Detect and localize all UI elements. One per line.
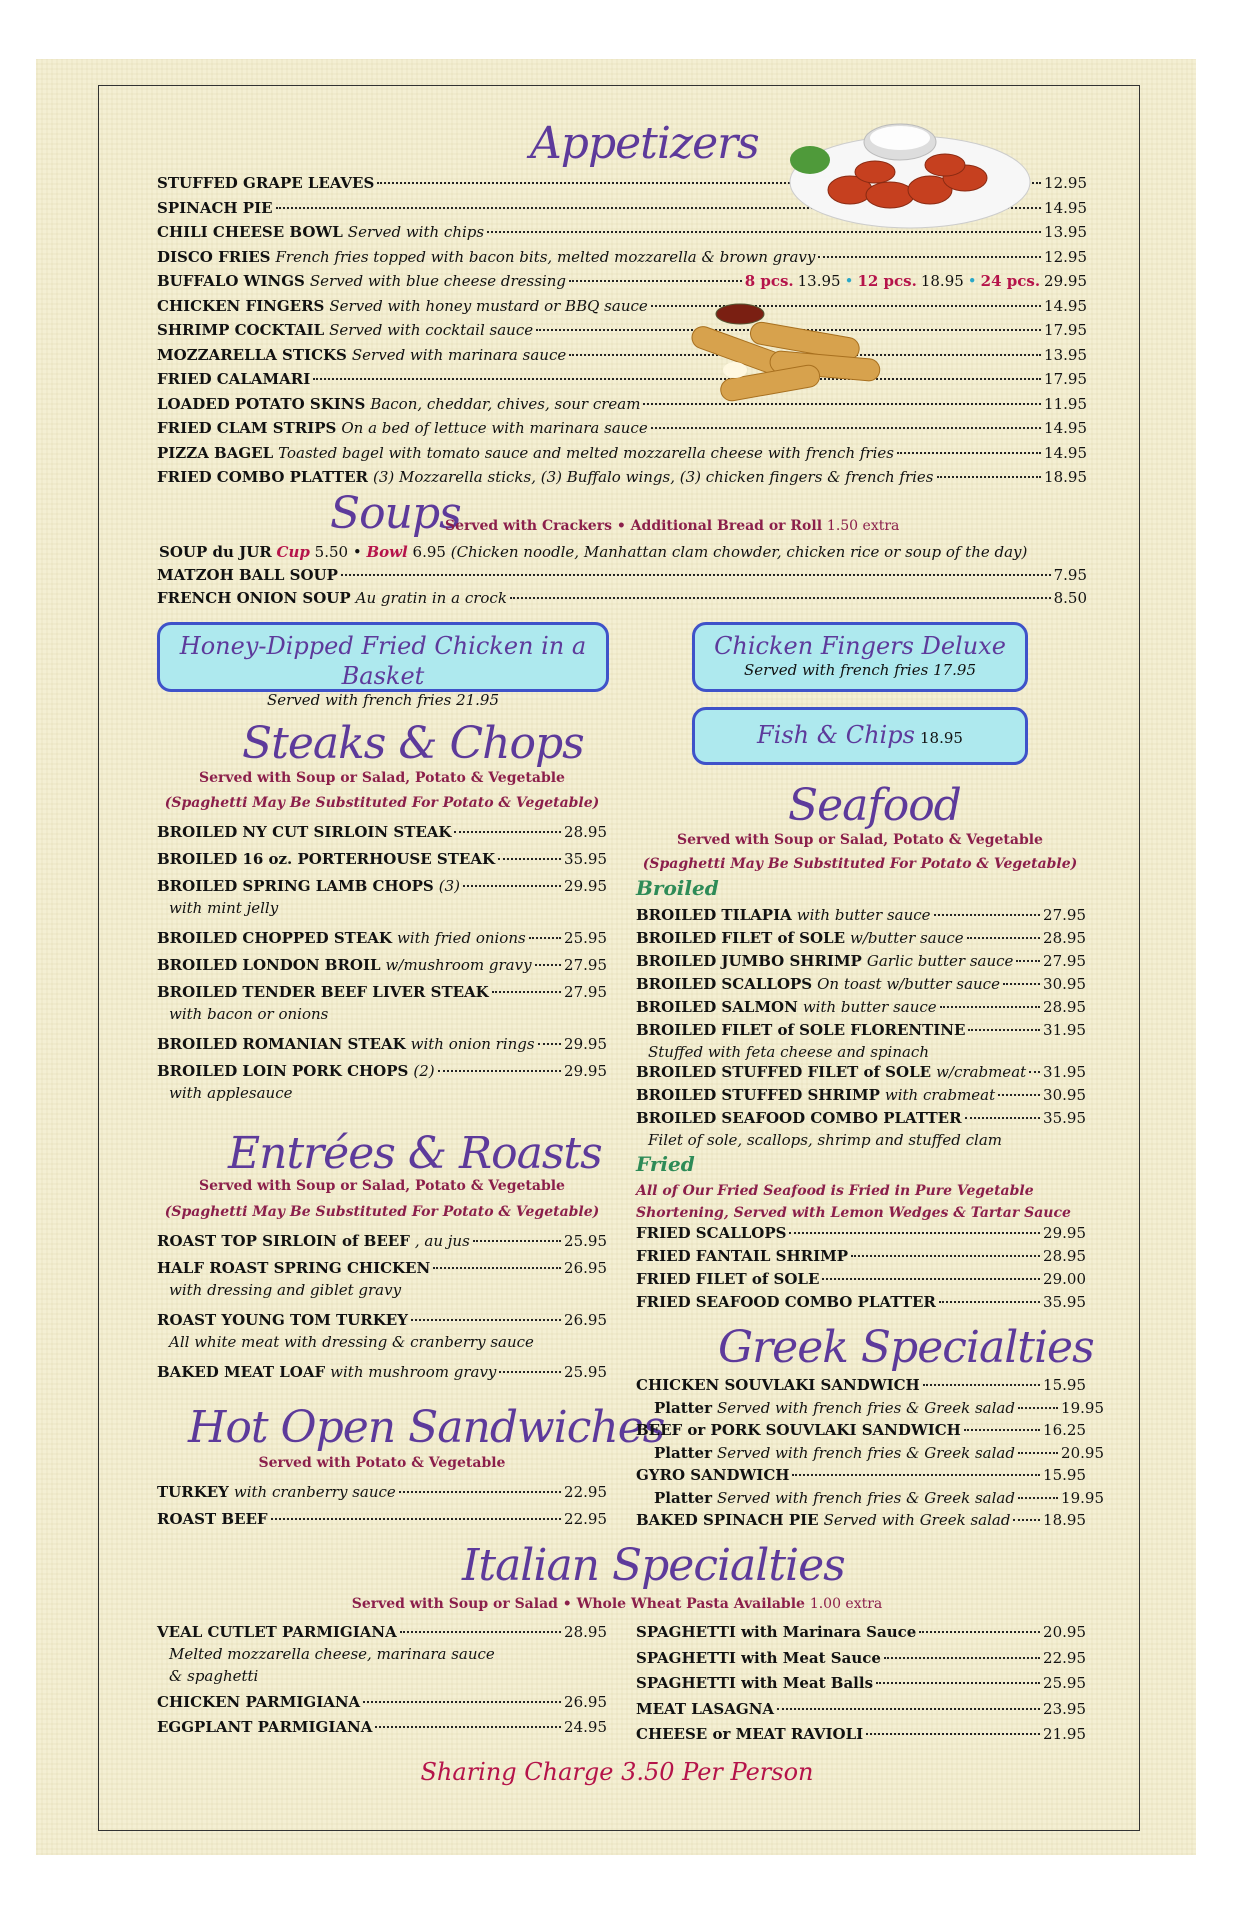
leader-dots — [897, 452, 1041, 454]
item-price: 29.95 — [564, 1035, 607, 1053]
leader-dots — [375, 1726, 561, 1728]
item-name: BROILED NY CUT SIRLOIN STEAK — [157, 823, 452, 841]
appetizers-title: Appetizers — [530, 118, 759, 169]
menu-item — [157, 876, 607, 896]
item-price: 35.95 — [1043, 1293, 1086, 1311]
item-price: 30.95 — [1043, 1086, 1086, 1104]
item-description: French fries topped with bacon bits, melted mozzarella & brown gravy — [275, 247, 816, 266]
leader-dots — [492, 991, 561, 993]
item-description: Served with cocktail sauce — [329, 321, 534, 339]
item-description: Served with marinara sauce — [351, 345, 567, 364]
item-name: STUFFED GRAPE LEAVES — [157, 174, 375, 192]
leader-dots — [818, 256, 1041, 258]
item-name: FRIED SCALLOPS — [636, 1224, 787, 1242]
steaks-sub2: (Spaghetti May Be Substituted For Potato & Vegetable) — [164, 795, 600, 811]
sandwiches-title: Hot Open Sandwiches — [188, 1402, 665, 1453]
item-price: 31.95 — [1043, 1021, 1086, 1039]
menu-item — [157, 1509, 607, 1529]
item-name: BROILED STUFFED SHRIMP — [636, 1086, 880, 1104]
menu-item — [636, 1108, 1086, 1128]
item-price: 14.95 — [1044, 198, 1087, 217]
item-description: with fried onions — [396, 929, 526, 947]
mozzarella-sticks-image — [680, 300, 910, 410]
item-price: 28.95 — [564, 823, 607, 841]
menu-item — [157, 588, 1087, 608]
item-note: with mint jelly — [169, 899, 279, 917]
leader-dots — [535, 964, 561, 966]
item-price: 22.95 — [564, 1510, 607, 1528]
fish-chips-line: Fish & Chips 18.95 — [757, 721, 963, 749]
item-price: 26.95 — [564, 1311, 607, 1329]
item-description: Served with chips — [347, 223, 485, 241]
item-price: 35.95 — [1043, 1109, 1086, 1127]
menu-item — [636, 1510, 1086, 1530]
menu-item — [636, 1085, 1086, 1105]
leader-dots — [399, 1491, 561, 1493]
menu-item — [157, 1258, 607, 1278]
menu-item — [157, 443, 1087, 463]
item-description: Served with french fries & Greek salad — [717, 1398, 1015, 1417]
menu-item — [157, 1717, 607, 1737]
item-price: 22.95 — [1043, 1648, 1086, 1667]
item-description: w/crabmeat — [936, 1063, 1027, 1081]
item-name: FRIED COMBO PLATTER — [157, 468, 368, 486]
menu-item — [636, 1020, 1086, 1040]
item-description: Served with blue cheese dressing — [309, 272, 566, 290]
fried-label: Fried — [636, 1152, 695, 1176]
item-name: VEAL CUTLET PARMIGIANA — [157, 1623, 397, 1641]
item-name: TURKEY — [157, 1483, 229, 1501]
item-name: FRENCH ONION SOUP — [157, 588, 351, 607]
item-note: All white meat with dressing & cranberry sauce — [169, 1333, 534, 1351]
menu-item — [157, 928, 607, 948]
item-price: 21.95 — [1043, 1725, 1086, 1743]
item-price: 12.95 — [1044, 174, 1087, 192]
leader-dots — [363, 1701, 561, 1703]
menu-item — [636, 1269, 1086, 1289]
item-note: with applesauce — [169, 1084, 293, 1102]
fried-note: All of Our Fried Seafood is Fried in Pure Vegetable Shortening, Served with Lemon Wedges & Tartar Sauce — [636, 1183, 1071, 1221]
leader-dots — [998, 1094, 1040, 1096]
leader-dots — [934, 914, 1040, 916]
wings-pcs8: 8 pcs. — [744, 272, 794, 290]
menu-item — [636, 1246, 1086, 1266]
leader-dots — [968, 1029, 1040, 1031]
item-name: FRIED FILET of SOLE — [636, 1270, 820, 1288]
honey-chicken-sub: Served with french fries 21.95 — [266, 691, 500, 709]
menu-item — [157, 467, 1087, 487]
item-price: 14.95 — [1044, 419, 1087, 437]
item-price: 20.95 — [1061, 1443, 1104, 1462]
item-description: Bacon, cheddar, chives, sour cream — [370, 394, 641, 413]
menu-item — [157, 1482, 607, 1502]
chicken-fingers-box — [692, 622, 1028, 692]
sandwiches-sub1: Served with Potato & Vegetable — [258, 1455, 506, 1471]
item-price: 20.95 — [1043, 1623, 1086, 1641]
menu-item — [636, 1223, 1086, 1243]
item-name: BROILED SEAFOOD COMBO PLATTER — [636, 1109, 962, 1127]
leader-dots — [411, 1319, 561, 1321]
leader-dots — [498, 858, 561, 860]
fish-chips-box — [692, 707, 1028, 765]
item-name: FRIED FANTAIL SHRIMP — [636, 1247, 849, 1265]
item-name: SPINACH PIE — [157, 198, 273, 217]
item-name: ROAST BEEF — [157, 1510, 268, 1528]
item-note: with dressing and giblet gravy — [169, 1281, 402, 1299]
item-price: 18.95 — [1043, 1511, 1086, 1529]
item-price: 25.95 — [1043, 1674, 1086, 1692]
leader-dots — [1016, 960, 1040, 962]
menu-item — [636, 1062, 1086, 1082]
item-description: w/mushroom gravy — [385, 956, 532, 974]
item-price: 35.95 — [564, 850, 607, 868]
leader-dots — [499, 1371, 561, 1373]
item-name: BAKED SPINACH PIE — [636, 1511, 819, 1529]
item-price: 22.95 — [564, 1483, 607, 1501]
item-price: 28.95 — [1043, 998, 1086, 1016]
item-price: 28.95 — [1043, 1247, 1086, 1265]
item-description: , au jus — [414, 1232, 470, 1250]
item-price: 27.95 — [564, 983, 607, 1001]
item-price: 29.95 — [564, 1062, 607, 1080]
menu-item — [636, 997, 1086, 1017]
menu-item — [636, 1292, 1086, 1312]
item-description: Toasted bagel with tomato sauce and melted mozzarella cheese with french fries — [278, 443, 894, 462]
wings-p8: 13.95 — [797, 272, 841, 290]
menu-item — [157, 1692, 607, 1712]
item-name: MEAT LASAGNA — [636, 1699, 775, 1718]
menu-item — [636, 1398, 1104, 1418]
leader-dots — [967, 937, 1040, 939]
item-name: GYRO SANDWICH — [636, 1466, 790, 1484]
leader-dots — [529, 937, 561, 939]
item-description: On toast w/butter sauce — [817, 975, 1000, 993]
item-name: BUFFALO WINGS — [157, 272, 305, 290]
item-name: BROILED FILET of SOLE FLORENTINE — [636, 1021, 966, 1039]
item-price: 28.95 — [1043, 929, 1086, 947]
leader-dots — [792, 1474, 1040, 1476]
item-name: BROILED STUFFED FILET of SOLE — [636, 1063, 932, 1081]
leader-dots — [1018, 1497, 1058, 1499]
leader-dots — [777, 1708, 1040, 1710]
leader-dots — [851, 1255, 1040, 1257]
item-price: 26.95 — [564, 1692, 607, 1711]
greek-title: Greek Specialties — [718, 1322, 1094, 1373]
entrees-sub1: Served with Soup or Salad, Potato & Vegetable — [199, 1178, 565, 1194]
sharing-charge: Sharing Charge 3.50 Per Person — [420, 1758, 814, 1786]
item-name: FRIED CALAMARI — [157, 370, 311, 388]
item-description: Served with Greek salad — [823, 1511, 1011, 1529]
leader-dots — [454, 831, 561, 833]
leader-dots — [939, 1301, 1040, 1303]
item-description: On a bed of lettuce with marinara sauce — [341, 419, 648, 437]
item-price: 7.95 — [1053, 566, 1087, 584]
item-name: SPAGHETTI with Meat Balls — [636, 1674, 874, 1692]
item-price: 14.95 — [1044, 296, 1087, 315]
leader-dots — [433, 1267, 561, 1269]
item-name: BROILED LOIN PORK CHOPS — [157, 1062, 409, 1080]
menu-item — [636, 1465, 1086, 1485]
item-name: SPAGHETTI with Meat Sauce — [636, 1648, 881, 1667]
leader-dots — [271, 1518, 561, 1520]
menu-item — [157, 1034, 607, 1054]
item-name: PIZZA BAGEL — [157, 443, 274, 462]
item-name: DISCO FRIES — [157, 247, 271, 266]
menu-item — [636, 1724, 1086, 1744]
menu-item — [636, 1699, 1086, 1719]
leader-dots — [789, 1232, 1040, 1234]
item-price: 30.95 — [1043, 975, 1086, 993]
menu-item — [636, 1622, 1086, 1642]
leader-dots — [1013, 1519, 1040, 1521]
item-description: with onion rings — [410, 1035, 535, 1053]
chicken-fingers-sub: Served with french fries 17.95 — [743, 661, 977, 679]
honey-chicken-title: Honey-Dipped Fried Chicken in a Basket — [179, 632, 587, 690]
leader-dots — [313, 378, 1041, 380]
steaks-sub1: Served with Soup or Salad, Potato & Vegetable — [199, 770, 565, 786]
wings-pcs24: 24 pcs. — [980, 272, 1041, 290]
item-description: with mushroom gravy — [330, 1363, 497, 1381]
leader-dots — [876, 1682, 1040, 1684]
item-name: EGGPLANT PARMIGIANA — [157, 1718, 373, 1736]
wings-p12: 18.95 — [920, 272, 964, 290]
item-price: 19.95 — [1061, 1398, 1104, 1417]
item-name: CHICKEN SOUVLAKI SANDWICH — [636, 1376, 920, 1394]
menu-item — [636, 1375, 1086, 1395]
item-name: BAKED MEAT LOAF — [157, 1363, 326, 1381]
menu-item — [157, 565, 1087, 585]
item-description: with butter sauce — [796, 906, 931, 924]
soups-subtitle: Served with Crackers • Additional Bread or Roll 1.50 extra — [445, 518, 900, 534]
menu-item — [157, 955, 607, 975]
item-name: Platter — [654, 1488, 713, 1507]
wings-bullet: • — [844, 272, 854, 290]
menu-item — [636, 1648, 1086, 1668]
item-price: 15.95 — [1043, 1376, 1086, 1394]
item-name: HALF ROAST SPRING CHICKEN — [157, 1259, 431, 1277]
item-description: Garlic butter sauce — [866, 952, 1014, 970]
item-price: 27.95 — [564, 956, 607, 974]
item-price: 17.95 — [1044, 321, 1087, 339]
item-name: CHICKEN FINGERS — [157, 296, 325, 315]
item-name: BROILED TENDER BEEF LIVER STEAK — [157, 983, 489, 1001]
menu-item — [157, 1622, 607, 1642]
item-price: 8.50 — [1053, 588, 1087, 607]
broiled-label: Broiled — [636, 876, 719, 900]
leader-dots — [1029, 1071, 1040, 1073]
leader-dots — [651, 427, 1041, 429]
entrees-title: Entrées & Roasts — [228, 1128, 602, 1179]
item-price: 29.00 — [1043, 1270, 1086, 1288]
item-name: LOADED POTATO SKINS — [157, 394, 366, 413]
item-price: 17.95 — [1044, 370, 1087, 388]
item-price: 27.95 — [1043, 906, 1086, 924]
item-price: 25.95 — [564, 929, 607, 947]
item-name: ROAST YOUNG TOM TURKEY — [157, 1311, 408, 1329]
menu-item — [157, 320, 1087, 340]
seafood-sub2: (Spaghetti May Be Substituted For Potato & Vegetable) — [642, 856, 1078, 872]
item-name: MATZOH BALL SOUP — [157, 566, 338, 584]
menu-item — [636, 974, 1086, 994]
item-price: 29.95 — [564, 877, 607, 895]
item-name: Platter — [654, 1443, 713, 1462]
item-name: BEEF or PORK SOUVLAKI SANDWICH — [636, 1421, 961, 1439]
item-note: with bacon or onions — [169, 1005, 329, 1023]
menu-item — [157, 418, 1087, 438]
menu-item — [157, 1362, 607, 1382]
leader-dots — [438, 1070, 561, 1072]
menu-item — [157, 849, 607, 869]
item-name: BROILED ROMANIAN STEAK — [157, 1035, 406, 1053]
leader-dots — [919, 1631, 1040, 1633]
wings-size-prices — [745, 271, 1044, 291]
menu-item — [636, 1443, 1104, 1463]
buffalo-wings-image — [780, 120, 1040, 235]
item-description: Served with french fries & Greek salad — [717, 1488, 1015, 1507]
item-price: 23.95 — [1043, 1699, 1086, 1718]
item-price: 29.95 — [1043, 1224, 1086, 1242]
item-price: 18.95 — [1044, 468, 1087, 486]
item-name: SPAGHETTI with Marinara Sauce — [636, 1623, 917, 1641]
item-name: BROILED SALMON — [636, 998, 798, 1016]
steaks-title: Steaks & Chops — [242, 718, 584, 769]
leader-dots — [538, 1043, 561, 1045]
item-note: Melted mozzarella cheese, marinara sauce — [169, 1645, 495, 1663]
item-name: Platter — [654, 1398, 713, 1417]
item-description: Served with french fries & Greek salad — [717, 1443, 1015, 1462]
leader-dots — [964, 1429, 1040, 1431]
wings-bullet: • — [967, 272, 977, 290]
item-name: BROILED JUMBO SHRIMP — [636, 952, 862, 970]
item-description: (3) Mozzarella sticks, (3) Buffalo wings, (3) chicken fingers & french fries — [372, 468, 934, 486]
leader-dots — [1018, 1452, 1058, 1454]
item-name: BROILED FILET of SOLE — [636, 929, 846, 947]
item-description: Served with honey mustard or BBQ sauce — [329, 296, 648, 315]
item-description: w/butter sauce — [850, 929, 964, 947]
item-note: Stuffed with feta cheese and spinach — [648, 1043, 929, 1061]
leader-dots — [965, 1117, 1041, 1119]
menu-item — [157, 345, 1087, 365]
item-price: 11.95 — [1044, 394, 1087, 413]
item-name: CHILI CHEESE BOWL — [157, 223, 343, 241]
menu-item — [157, 247, 1087, 267]
item-name: BROILED CHOPPED STEAK — [157, 929, 392, 947]
item-price: 19.95 — [1061, 1488, 1104, 1507]
item-price: 31.95 — [1043, 1063, 1086, 1081]
item-name: FRIED CLAM STRIPS — [157, 419, 337, 437]
leader-dots — [940, 1006, 1040, 1008]
item-price: 27.95 — [1043, 952, 1086, 970]
italian-title: Italian Specialties — [462, 1540, 845, 1591]
item-price: 14.95 — [1044, 443, 1087, 462]
menu-item — [157, 1061, 607, 1081]
item-description: with crabmeat — [884, 1086, 996, 1104]
wings-pcs12: 12 pcs. — [857, 272, 917, 290]
leader-dots — [866, 1733, 1040, 1735]
soups-title: Soups — [330, 488, 461, 539]
item-description: (3) — [438, 877, 461, 895]
menu-item — [636, 1673, 1086, 1693]
item-name: SHRIMP COCKTAIL — [157, 321, 325, 339]
leader-dots — [341, 574, 1051, 576]
leader-dots — [473, 1240, 561, 1242]
menu-item — [157, 1231, 607, 1251]
item-description: (2) — [413, 1062, 435, 1080]
entrees-sub2: (Spaghetti May Be Substituted For Potato & Vegetable) — [164, 1204, 600, 1220]
honey-chicken-box — [157, 622, 609, 709]
leader-dots — [463, 885, 561, 887]
item-name: FRIED SEAFOOD COMBO PLATTER — [636, 1293, 936, 1311]
menu-item — [636, 905, 1086, 925]
seafood-title: Seafood — [788, 780, 961, 831]
item-price: 24.95 — [564, 1718, 607, 1736]
seafood-sub1: Served with Soup or Salad, Potato & Vegetable — [677, 832, 1043, 848]
leader-dots — [569, 280, 742, 282]
item-name: BROILED 16 oz. PORTERHOUSE STEAK — [157, 850, 496, 868]
item-price: 25.95 — [564, 1232, 607, 1250]
item-price: 13.95 — [1044, 345, 1087, 364]
item-price: 15.95 — [1043, 1466, 1086, 1484]
chicken-fingers-title: Chicken Fingers Deluxe — [714, 632, 1006, 660]
italian-sub: Served with Soup or Salad • Whole Wheat Pasta Available 1.00 extra — [351, 1596, 883, 1612]
menu-item — [157, 296, 1087, 316]
leader-dots — [822, 1278, 1040, 1280]
menu-item — [636, 1488, 1104, 1508]
item-description: Au gratin in a crock — [355, 588, 507, 607]
item-price: 12.95 — [1044, 247, 1087, 266]
item-name: CHICKEN PARMIGIANA — [157, 1692, 361, 1711]
menu-item — [636, 1420, 1086, 1440]
item-price: 29.95 — [1044, 272, 1087, 290]
item-name: BROILED TILAPIA — [636, 906, 792, 924]
item-price: 25.95 — [564, 1363, 607, 1381]
item-name: ROAST TOP SIRLOIN of BEEF — [157, 1232, 410, 1250]
item-description: with butter sauce — [802, 998, 937, 1016]
item-price: 16.25 — [1043, 1421, 1086, 1439]
item-name: BROILED LONDON BROIL — [157, 956, 381, 974]
leader-dots — [923, 1384, 1040, 1386]
menu-item — [157, 271, 1087, 291]
item-price: 26.95 — [564, 1259, 607, 1277]
leader-dots — [510, 597, 1051, 599]
item-name: CHEESE or MEAT RAVIOLI — [636, 1725, 864, 1743]
menu-item — [157, 369, 1087, 389]
soup-du-jour: SOUP du JUR Cup 5.50 • Bowl 6.95 (Chicken noodle, Manhattan clam chowder, chicken rice or soup of the day) — [159, 543, 1028, 561]
menu-item — [157, 982, 607, 1002]
leader-dots — [884, 1657, 1040, 1659]
item-description: with cranberry sauce — [233, 1483, 396, 1501]
menu-item — [157, 822, 607, 842]
leader-dots — [1003, 983, 1040, 985]
menu-item — [157, 394, 1087, 414]
item-name: MOZZARELLA STICKS — [157, 345, 347, 364]
item-note: Filet of sole, scallops, shrimp and stuffed clam — [648, 1131, 1002, 1149]
leader-dots — [937, 476, 1042, 478]
item-name: BROILED SCALLOPS — [636, 975, 813, 993]
leader-dots — [400, 1631, 561, 1633]
menu-item — [636, 928, 1086, 948]
item-note: & spaghetti — [169, 1667, 259, 1685]
item-name: BROILED SPRING LAMB CHOPS — [157, 877, 434, 895]
item-price: 13.95 — [1044, 223, 1087, 241]
menu-item — [636, 951, 1086, 971]
menu-item — [157, 1310, 607, 1330]
leader-dots — [1018, 1407, 1058, 1409]
item-price: 28.95 — [564, 1623, 607, 1641]
